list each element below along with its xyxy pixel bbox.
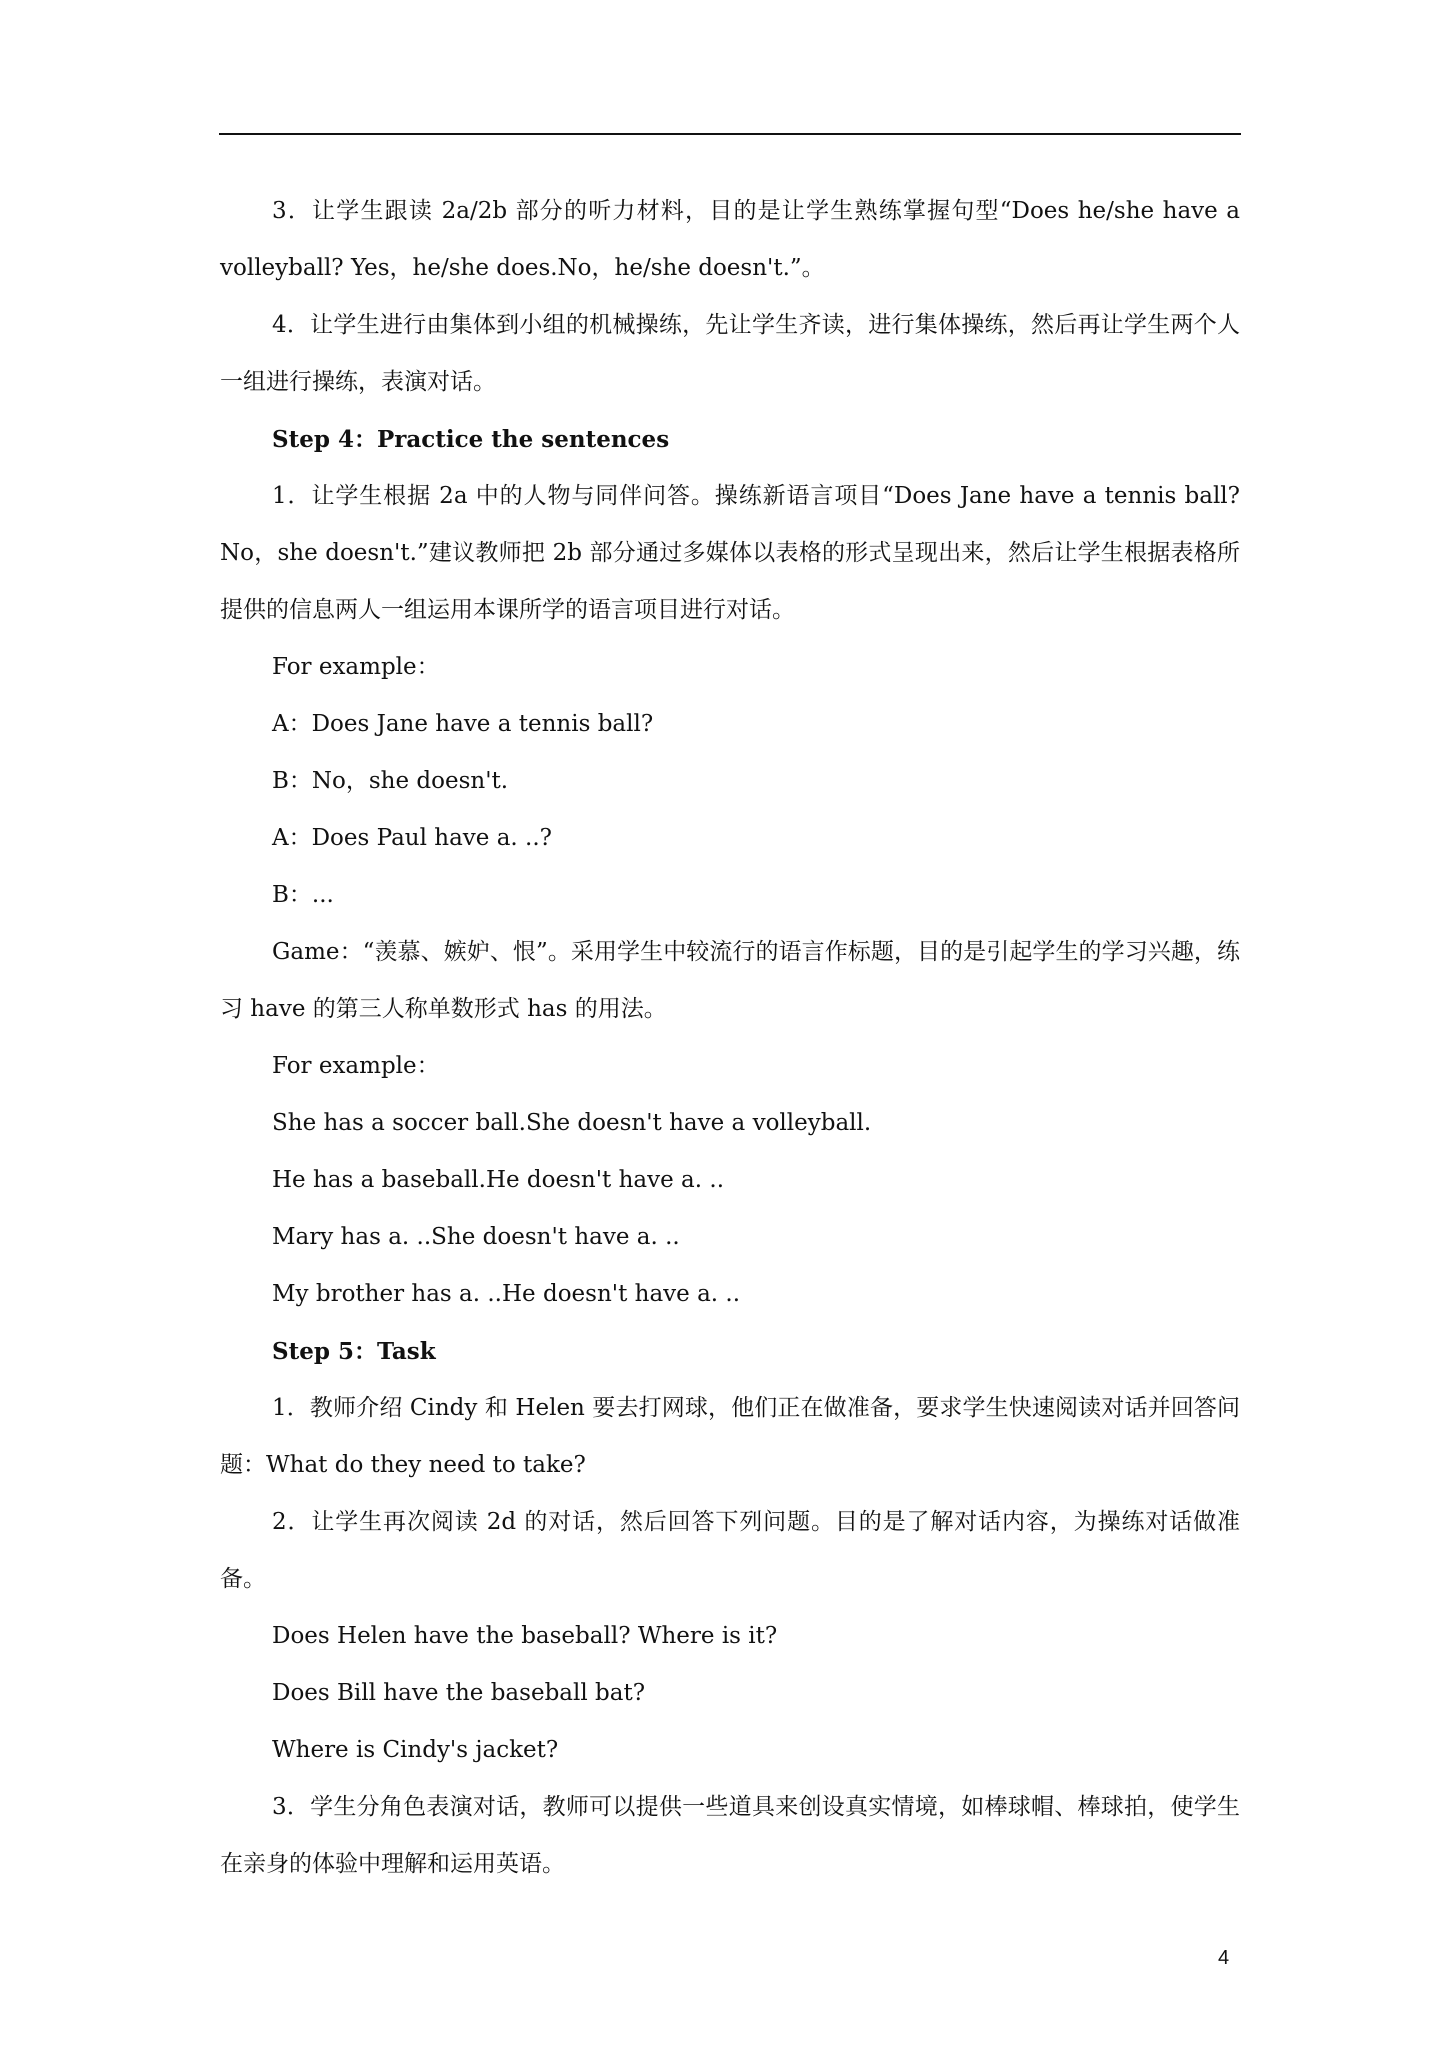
question-line: Does Helen have the baseball? Where is it? [272,1623,778,1649]
paragraph-game: Game：“羡慕、嫉妒、恨”。采用学生中较流行的语言作标题，目的是引起学生的学习兴趣，练习 have 的第三人称单数形式 has 的用法。 [220,939,1240,1022]
header-rule [219,133,1241,135]
dialogue-line: B：... [272,882,334,908]
paragraph-step5-item3: 3．学生分角色表演对话，教师可以提供一些道具来创设真实情境，如棒球帽、棒球拍，使学生在亲身的体验中理解和运用英语。 [220,1794,1240,1877]
example-sentence: My brother has a. ..He doesn't have a. .. [272,1281,741,1307]
question-line: Does Bill have the baseball bat? [272,1680,646,1706]
dialogue-line: B：No，she doesn't. [272,768,509,794]
paragraph-step5-item1: 1．教师介绍 Cindy 和 Helen 要去打网球，他们正在做准备，要求学生快速阅读对话并回答问题：What do they need to take? [220,1395,1240,1478]
paragraph-step3-item3: 3．让学生跟读 2a/2b 部分的听力材料，目的是让学生熟练掌握句型“Does he/she have a volleyball? Yes，he/she does.No，he/she doesn't.”。 [220,198,1240,281]
example-sentence: Mary has a. ..She doesn't have a. .. [272,1224,680,1250]
page-number: 4 [1218,1947,1230,1969]
example-sentence: He has a baseball.He doesn't have a. .. [272,1167,725,1193]
question-line: Where is Cindy's jacket? [272,1737,559,1763]
example-sentence: She has a soccer ball.She doesn't have a volleyball. [272,1110,872,1136]
paragraph-step4-item1: 1．让学生根据 2a 中的人物与同伴问答。操练新语言项目“Does Jane have a tennis ball? No，she doesn't.”建议教师把 2b 部分通过多媒体以表格的形式呈现出来，然后让学生根据表格所提供的信息两人一组运用本课所学的语言项目进行对话。 [220,483,1240,623]
paragraph-step3-item4: 4．让学生进行由集体到小组的机械操练，先让学生齐读，进行集体操练，然后再让学生两个人一组进行操练，表演对话。 [220,312,1240,395]
dialogue-line: A：Does Paul have a. ..? [272,825,552,851]
example-label: For example： [272,1053,440,1079]
page-body [220,183,1240,1893]
heading-step5: Step 5：Task [272,1338,436,1365]
heading-step4: Step 4：Practice the sentences [272,426,670,453]
paragraph-step5-item2: 2．让学生再次阅读 2d 的对话，然后回答下列问题。目的是了解对话内容，为操练对话做准备。 [220,1509,1240,1592]
example-label: For example： [272,654,440,680]
dialogue-line: A：Does Jane have a tennis ball? [272,711,654,737]
